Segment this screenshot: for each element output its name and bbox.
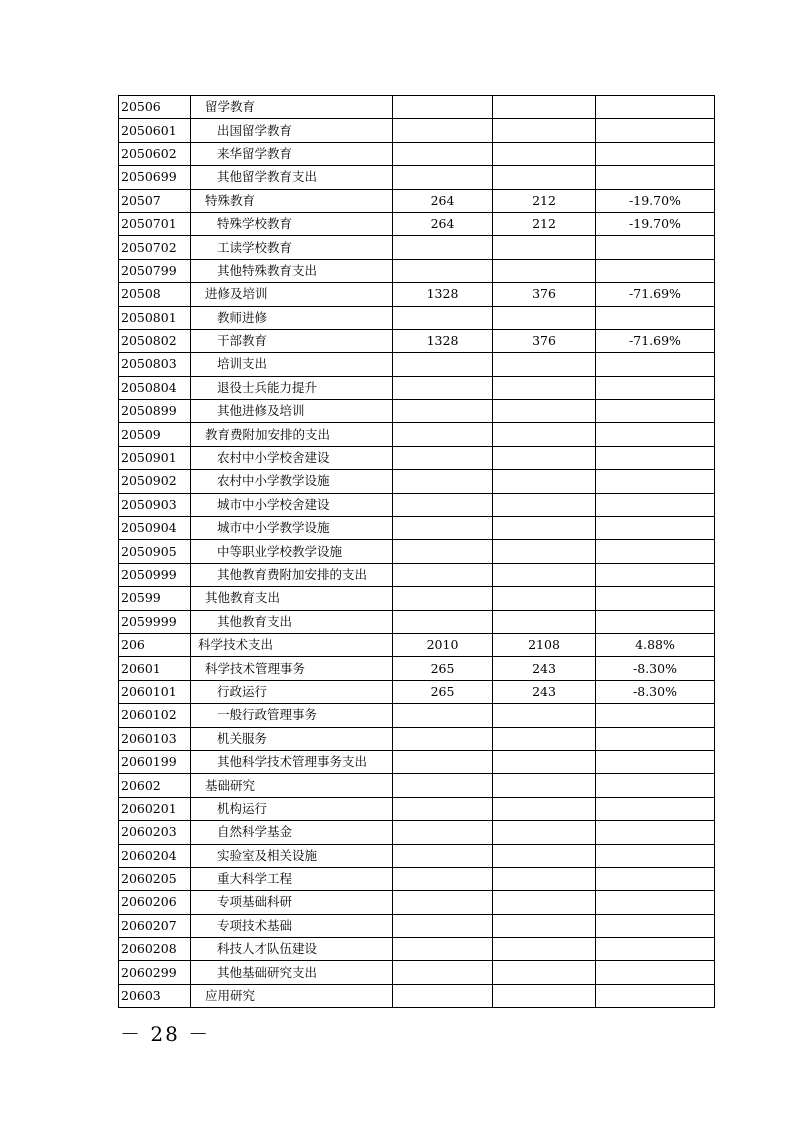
change-pct-cell — [596, 166, 715, 189]
code-cell: 2050901 — [119, 446, 191, 469]
value-cell-1 — [393, 142, 493, 165]
table-row — [119, 563, 715, 586]
value-cell-2 — [493, 470, 596, 493]
table-row — [119, 774, 715, 797]
item-name-cell: 科学技术支出 — [191, 633, 393, 656]
table-row — [119, 891, 715, 914]
value-cell-1 — [393, 914, 493, 937]
code-cell: 2060208 — [119, 938, 191, 961]
table-row — [119, 633, 715, 656]
table-row — [119, 844, 715, 867]
value-cell-1 — [393, 891, 493, 914]
value-cell-2 — [493, 353, 596, 376]
value-cell-1 — [393, 867, 493, 890]
value-cell-1 — [393, 540, 493, 563]
table-row — [119, 306, 715, 329]
code-cell: 2060204 — [119, 844, 191, 867]
value-cell-2: 243 — [493, 680, 596, 703]
table-row — [119, 423, 715, 446]
value-cell-2 — [493, 119, 596, 142]
change-pct-cell: -19.70% — [596, 189, 715, 212]
budget-table — [118, 95, 715, 1008]
change-pct-cell — [596, 259, 715, 282]
change-pct-cell — [596, 587, 715, 610]
value-cell-2 — [493, 96, 596, 119]
table-row — [119, 657, 715, 680]
value-cell-2 — [493, 166, 596, 189]
code-cell: 20506 — [119, 96, 191, 119]
value-cell-1 — [393, 563, 493, 586]
value-cell-2 — [493, 821, 596, 844]
value-cell-2 — [493, 306, 596, 329]
value-cell-1 — [393, 96, 493, 119]
value-cell-1 — [393, 774, 493, 797]
table-row — [119, 984, 715, 1007]
table-row — [119, 680, 715, 703]
change-pct-cell — [596, 376, 715, 399]
value-cell-1: 1328 — [393, 329, 493, 352]
code-cell: 2050602 — [119, 142, 191, 165]
value-cell-1 — [393, 446, 493, 469]
table-row — [119, 750, 715, 773]
item-name-cell: 应用研究 — [191, 984, 393, 1007]
item-name-cell: 专项基础科研 — [191, 891, 393, 914]
change-pct-cell — [596, 891, 715, 914]
item-name-cell: 农村中小学教学设施 — [191, 470, 393, 493]
change-pct-cell: -19.70% — [596, 212, 715, 235]
item-name-cell: 其他基础研究支出 — [191, 961, 393, 984]
item-name-cell: 特殊学校教育 — [191, 212, 393, 235]
value-cell-1 — [393, 376, 493, 399]
code-cell: 2050905 — [119, 540, 191, 563]
value-cell-2 — [493, 704, 596, 727]
code-cell: 2050699 — [119, 166, 191, 189]
value-cell-2 — [493, 142, 596, 165]
item-name-cell: 教师进修 — [191, 306, 393, 329]
value-cell-1 — [393, 587, 493, 610]
value-cell-2 — [493, 376, 596, 399]
value-cell-1 — [393, 517, 493, 540]
item-name-cell: 行政运行 — [191, 680, 393, 703]
code-cell: 2060103 — [119, 727, 191, 750]
table-row — [119, 610, 715, 633]
value-cell-2: 212 — [493, 189, 596, 212]
code-cell: 2060205 — [119, 867, 191, 890]
item-name-cell: 实验室及相关设施 — [191, 844, 393, 867]
change-pct-cell — [596, 727, 715, 750]
value-cell-2 — [493, 961, 596, 984]
value-cell-1 — [393, 961, 493, 984]
value-cell-1 — [393, 306, 493, 329]
table-row — [119, 96, 715, 119]
value-cell-1 — [393, 423, 493, 446]
value-cell-1 — [393, 844, 493, 867]
change-pct-cell — [596, 400, 715, 423]
change-pct-cell — [596, 306, 715, 329]
item-name-cell: 留学教育 — [191, 96, 393, 119]
item-name-cell: 科学技术管理事务 — [191, 657, 393, 680]
code-cell: 20601 — [119, 657, 191, 680]
value-cell-1 — [393, 984, 493, 1007]
item-name-cell: 其他教育支出 — [191, 610, 393, 633]
item-name-cell: 一般行政管理事务 — [191, 704, 393, 727]
table-row — [119, 353, 715, 376]
table-row — [119, 212, 715, 235]
code-cell: 2060101 — [119, 680, 191, 703]
item-name-cell: 机关服务 — [191, 727, 393, 750]
code-cell: 2050702 — [119, 236, 191, 259]
code-cell: 2050701 — [119, 212, 191, 235]
item-name-cell: 出国留学教育 — [191, 119, 393, 142]
code-cell: 2050601 — [119, 119, 191, 142]
item-name-cell: 其他科学技术管理事务支出 — [191, 750, 393, 773]
code-cell: 206 — [119, 633, 191, 656]
item-name-cell: 其他进修及培训 — [191, 400, 393, 423]
item-name-cell: 中等职业学校教学设施 — [191, 540, 393, 563]
value-cell-1 — [393, 704, 493, 727]
change-pct-cell — [596, 236, 715, 259]
code-cell: 2060203 — [119, 821, 191, 844]
item-name-cell: 机构运行 — [191, 797, 393, 820]
value-cell-1 — [393, 119, 493, 142]
table-row — [119, 142, 715, 165]
code-cell: 20603 — [119, 984, 191, 1007]
table-row — [119, 517, 715, 540]
change-pct-cell — [596, 96, 715, 119]
value-cell-2 — [493, 938, 596, 961]
table-row — [119, 376, 715, 399]
code-cell: 20599 — [119, 587, 191, 610]
table-row — [119, 867, 715, 890]
value-cell-2 — [493, 610, 596, 633]
value-cell-1: 2010 — [393, 633, 493, 656]
table-row — [119, 938, 715, 961]
value-cell-1 — [393, 938, 493, 961]
value-cell-1 — [393, 493, 493, 516]
value-cell-2: 2108 — [493, 633, 596, 656]
code-cell: 20508 — [119, 283, 191, 306]
item-name-cell: 科技人才队伍建设 — [191, 938, 393, 961]
code-cell: 2050803 — [119, 353, 191, 376]
value-cell-2 — [493, 493, 596, 516]
value-cell-2 — [493, 259, 596, 282]
table-row — [119, 493, 715, 516]
item-name-cell: 其他留学教育支出 — [191, 166, 393, 189]
value-cell-2 — [493, 587, 596, 610]
code-cell: 2050899 — [119, 400, 191, 423]
value-cell-1: 265 — [393, 657, 493, 680]
table-row — [119, 797, 715, 820]
item-name-cell: 城市中小学校舍建设 — [191, 493, 393, 516]
item-name-cell: 专项技术基础 — [191, 914, 393, 937]
value-cell-2: 376 — [493, 329, 596, 352]
item-name-cell: 其他教育费附加安排的支出 — [191, 563, 393, 586]
value-cell-1 — [393, 797, 493, 820]
page-number: － 28 － — [120, 1022, 211, 1046]
value-cell-2 — [493, 540, 596, 563]
value-cell-2 — [493, 914, 596, 937]
value-cell-1: 264 — [393, 212, 493, 235]
change-pct-cell — [596, 961, 715, 984]
item-name-cell: 基础研究 — [191, 774, 393, 797]
change-pct-cell — [596, 353, 715, 376]
item-name-cell: 自然科学基金 — [191, 821, 393, 844]
value-cell-2 — [493, 797, 596, 820]
item-name-cell: 进修及培训 — [191, 283, 393, 306]
budget-table-body — [119, 96, 715, 1008]
code-cell: 2050799 — [119, 259, 191, 282]
code-cell: 2060299 — [119, 961, 191, 984]
change-pct-cell — [596, 774, 715, 797]
item-name-cell: 农村中小学校舍建设 — [191, 446, 393, 469]
change-pct-cell — [596, 142, 715, 165]
value-cell-2 — [493, 774, 596, 797]
table-row — [119, 727, 715, 750]
value-cell-2 — [493, 517, 596, 540]
item-name-cell: 教育费附加安排的支出 — [191, 423, 393, 446]
value-cell-1 — [393, 166, 493, 189]
change-pct-cell — [596, 867, 715, 890]
value-cell-2 — [493, 891, 596, 914]
value-cell-1 — [393, 400, 493, 423]
table-row — [119, 914, 715, 937]
table-row — [119, 189, 715, 212]
value-cell-2 — [493, 236, 596, 259]
item-name-cell: 培训支出 — [191, 353, 393, 376]
change-pct-cell — [596, 119, 715, 142]
item-name-cell: 工读学校教育 — [191, 236, 393, 259]
change-pct-cell — [596, 704, 715, 727]
table-row — [119, 540, 715, 563]
change-pct-cell: -71.69% — [596, 283, 715, 306]
value-cell-2 — [493, 727, 596, 750]
code-cell: 2050801 — [119, 306, 191, 329]
table-row — [119, 587, 715, 610]
table-row — [119, 236, 715, 259]
value-cell-1 — [393, 610, 493, 633]
item-name-cell: 其他特殊教育支出 — [191, 259, 393, 282]
change-pct-cell — [596, 844, 715, 867]
table-row — [119, 400, 715, 423]
code-cell: 2050902 — [119, 470, 191, 493]
change-pct-cell — [596, 517, 715, 540]
value-cell-1 — [393, 259, 493, 282]
change-pct-cell — [596, 984, 715, 1007]
code-cell: 2060207 — [119, 914, 191, 937]
value-cell-1 — [393, 727, 493, 750]
value-cell-2 — [493, 563, 596, 586]
value-cell-1 — [393, 750, 493, 773]
change-pct-cell — [596, 493, 715, 516]
value-cell-1: 265 — [393, 680, 493, 703]
table-row — [119, 470, 715, 493]
table-row — [119, 283, 715, 306]
code-cell: 2060199 — [119, 750, 191, 773]
change-pct-cell — [596, 821, 715, 844]
value-cell-2 — [493, 423, 596, 446]
change-pct-cell — [596, 563, 715, 586]
value-cell-2 — [493, 867, 596, 890]
value-cell-1 — [393, 470, 493, 493]
item-name-cell: 退役士兵能力提升 — [191, 376, 393, 399]
change-pct-cell — [596, 446, 715, 469]
value-cell-1 — [393, 353, 493, 376]
value-cell-2 — [493, 750, 596, 773]
value-cell-1: 264 — [393, 189, 493, 212]
table-row — [119, 961, 715, 984]
code-cell: 2060206 — [119, 891, 191, 914]
table-row — [119, 119, 715, 142]
value-cell-2: 243 — [493, 657, 596, 680]
change-pct-cell — [596, 470, 715, 493]
value-cell-2: 212 — [493, 212, 596, 235]
item-name-cell: 重大科学工程 — [191, 867, 393, 890]
code-cell: 20509 — [119, 423, 191, 446]
value-cell-2 — [493, 984, 596, 1007]
item-name-cell: 干部教育 — [191, 329, 393, 352]
table-row — [119, 259, 715, 282]
table-row — [119, 329, 715, 352]
table-row — [119, 821, 715, 844]
change-pct-cell: -8.30% — [596, 657, 715, 680]
code-cell: 2050804 — [119, 376, 191, 399]
value-cell-1: 1328 — [393, 283, 493, 306]
item-name-cell: 其他教育支出 — [191, 587, 393, 610]
change-pct-cell — [596, 610, 715, 633]
value-cell-2 — [493, 400, 596, 423]
change-pct-cell — [596, 540, 715, 563]
table-row — [119, 166, 715, 189]
value-cell-2: 376 — [493, 283, 596, 306]
item-name-cell: 来华留学教育 — [191, 142, 393, 165]
code-cell: 20602 — [119, 774, 191, 797]
code-cell: 20507 — [119, 189, 191, 212]
change-pct-cell: 4.88% — [596, 633, 715, 656]
change-pct-cell — [596, 938, 715, 961]
change-pct-cell — [596, 914, 715, 937]
item-name-cell: 特殊教育 — [191, 189, 393, 212]
change-pct-cell — [596, 423, 715, 446]
code-cell: 2059999 — [119, 610, 191, 633]
code-cell: 2060201 — [119, 797, 191, 820]
code-cell: 2050903 — [119, 493, 191, 516]
change-pct-cell — [596, 797, 715, 820]
change-pct-cell — [596, 750, 715, 773]
value-cell-2 — [493, 844, 596, 867]
change-pct-cell: -8.30% — [596, 680, 715, 703]
code-cell: 2060102 — [119, 704, 191, 727]
value-cell-2 — [493, 446, 596, 469]
item-name-cell: 城市中小学教学设施 — [191, 517, 393, 540]
table-row — [119, 704, 715, 727]
code-cell: 2050802 — [119, 329, 191, 352]
value-cell-1 — [393, 821, 493, 844]
change-pct-cell: -71.69% — [596, 329, 715, 352]
code-cell: 2050999 — [119, 563, 191, 586]
code-cell: 2050904 — [119, 517, 191, 540]
value-cell-1 — [393, 236, 493, 259]
table-row — [119, 446, 715, 469]
